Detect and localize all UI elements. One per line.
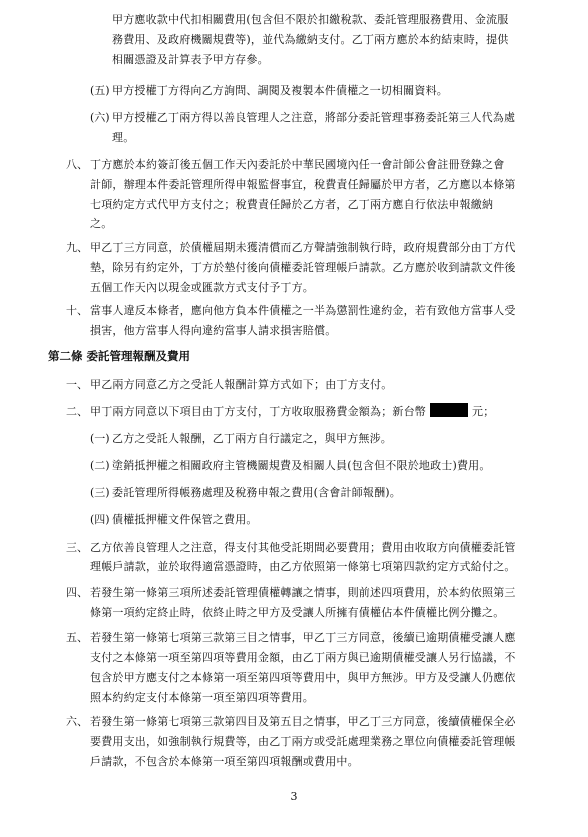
page-number: 3 [290,790,298,803]
item-text: 要費用支出，如強制執行規費等，由乙丁兩方或受託處理業務之單位向債權委託管理帳 [90,735,516,748]
item-text: 乙方依善良管理人之注意，得支付其他受託期間必要費用；費用由收取方向債權委託管 [90,541,516,554]
item-text: 五個工作天內以現金或匯款方式支付予丁方。 [90,281,314,294]
item-text: 甲方授權丁方得向乙方詢問、調閱及複製本件債權之一切相關資料。 [112,84,448,97]
item-text: 當事人違反本條者，應向他方負本件債權之一半為懲罰性違約金，若有致他方當事人受 [90,304,516,317]
item-text: 若發生第一條第三項所述委託管理債權轉讓之情事，則前述四項費用，於本約依照第三 [90,586,516,599]
item-label: (六) [90,111,110,124]
item-text: 計師，辦理本件委託管理所得申報監督事宜，稅費責任歸屬於甲方者，乙方應以本條第 [90,178,516,191]
item-label: (一) [90,432,110,445]
item-label: 十、 [66,304,88,317]
redaction-box [430,403,468,417]
item-text: 理。 [112,131,135,144]
item-text: 乙方之受託人報酬，乙丁兩方自行議定之，與甲方無涉。 [112,432,392,445]
item-label: (二) [90,459,110,472]
item-text: 甲方授權乙丁兩方得以善良管理人之注意，將部分委託管理事務委託第三人代為處 [112,111,516,124]
item-text: 照本約約定支付本條第一項至第四項等費用。 [90,691,314,704]
item-label: 六、 [66,715,88,728]
item-text: 丁方應於本約簽訂後五個工作天內委託於中華民國境內任一會計師公會註冊登錄之會 [90,158,505,171]
continuation-paragraph [112,10,509,70]
item-text-after-redaction: 元； [472,405,495,418]
item-text-before-redaction: 甲丁兩方同意以下項目由丁方支付，丁方收取服務費金額為；新台幣 [90,405,426,418]
section-heading: 第二條 委託管理報酬及費用 [48,349,191,363]
item-text: 債權抵押權文件保管之費用。 [112,513,258,526]
item-label: 五、 [66,631,88,644]
item-text: 甲乙丁三方同意，於債權屆期未獲清償而乙方聲請強制執行時，政府規費部分由丁方代 [90,241,516,254]
item-text: 若發生第一條第七項第三款第三目之情事，甲乙丁三方同意，後續已逾期債權受讓人應 [90,631,516,644]
item-text: 理帳戶請款，並於取得適當憑證時，由乙方依照第一條第七項第四款約定方式給付之。 [90,560,516,573]
paragraph-line: 甲方應收款中代扣相關費用(包含但不限於扣繳稅款、委託管理服務費用、金流服 [112,13,509,26]
item-text: 損害，他方當事人得向違約當事人請求損害賠償。 [90,324,337,337]
item-label: 一、 [66,378,88,391]
item-text: 委託管理所得帳務處理及稅務申報之費用(含會計師報酬)。 [112,486,401,499]
item-label: 四、 [66,586,88,599]
item-label: 二、 [66,405,88,418]
item-text: 塗銷抵押權之相關政府主管機關規費及相關人員(包含但不限於地政士)費用。 [112,459,491,472]
paragraph-line: 務費用、及政府機關規費等)，並代為繳納支付。乙丁兩方應於本約結束時，提供 [112,33,509,46]
item-text: 戶請款，不包含於本條第一項至第四項報酬或費用中。 [90,755,359,768]
item-text-with-redaction [90,402,494,422]
item-label: (五) [90,84,110,97]
item-text: 甲乙兩方同意乙方之受託人報酬計算方式如下；由丁方支付。 [90,378,393,391]
item-label: (四) [90,513,110,526]
item-text: 之。 [90,217,113,230]
item-text: 支付之本條第一項至第四項等費用金額，由乙丁兩方與已逾期債權受讓人另行協議，不 [90,651,516,664]
item-text: 墊，除另有約定外，丁方於墊付後向債權委託管理帳戶請款。乙方應於收到請款文件後 [90,261,516,274]
item-label: 八、 [66,158,88,171]
item-label: (三) [90,486,110,499]
item-label: 三、 [66,541,88,554]
item-label: 九、 [66,241,88,254]
item-text: 七項約定方式代甲方支付之；稅費責任歸於乙方者，乙丁兩方應自行依法申報繳納 [90,198,494,211]
paragraph-line: 相關憑證及計算表予甲方存參。 [112,53,269,66]
item-text: 條第一項約定終止時，依終止時之甲方及受讓人所擁有債權佔本件債權比例分攤之。 [90,606,505,619]
item-text: 包含於甲方應支付之本條第一項至第四項等費用中，與甲方無涉。甲方及受讓人仍應依 [90,671,516,684]
item-text: 若發生第一條第七項第三款第四目及第五目之情事，甲乙丁三方同意，後續債權保全必 [90,715,516,728]
